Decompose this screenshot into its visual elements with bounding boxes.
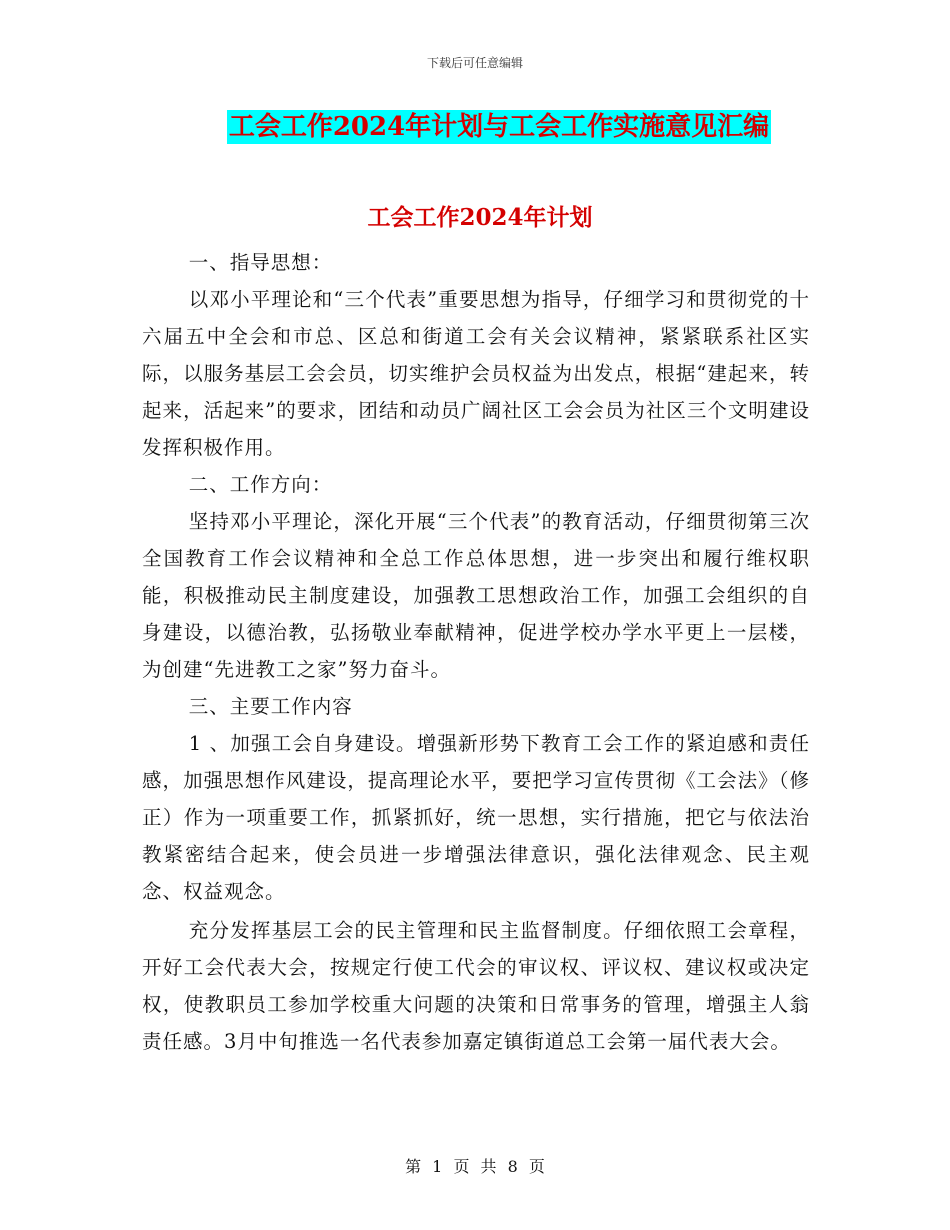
paragraph-democratic-management: 充分发挥基层工会的民主管理和民主监督制度。仔细依照工会章程，开好工会代表大会，按规定行使工代会的审议权、评议权、建议权或决定权，使教职员工参加学校重大问题的决策和日常事务的管理，增强主人翁责任感。3月中旬推选一名代表参加嘉定镇街道总工会第一届代表大会。 [142,919,810,1053]
main-title [0,110,950,144]
heading-main-content: 三、主要工作内容 [188,695,353,718]
header-note: 下载后可任意编辑 [426,56,523,70]
heading-guiding-thought: 一、指导思想： [188,251,333,274]
paragraph-work-direction: 坚持邓小平理论，深化开展“三个代表”的教育活动，仔细贯彻第三次全国教育工作会议精神和全总工作总体思想，进一步突出和履行维权职能，积极推动民主制度建设，加强教工思想政治工作，加强工会组织的自身建设，以德治教，弘扬敬业奉献精神，促进学校办学水平更上一层楼，为创建“先进教工之家”努力奋斗。 [142,510,810,681]
heading-work-direction: 二、工作方向： [188,473,333,496]
document-body [142,244,810,1060]
section-title: 工会工作2024年计划 [367,204,593,231]
paragraph-self-construction: 1 、加强工会自身建设。增强新形势下教育工会工作的紧迫感和责任感，加强思想作风建设，提高理论水平，要把学习宣传贯彻《工会法》（修正）作为一项重要工作，抓紧抓好，统一思想，实行措施，把它与依法治教紧密结合起来，使会员进一步增强法律意识，强化法律观念、民主观念、权益观念。 [142,732,810,903]
main-title-text: 工会工作2024年计划与工会工作实施意见汇编 [228,112,770,142]
page-number: 第 1 页 共 8 页 [405,1157,545,1176]
paragraph-guiding-thought: 以邓小平理论和“三个代表”重要思想为指导，仔细学习和贯彻党的十六届五中全会和市总、区总和街道工会有关会议精神，紧紧联系社区实际，以服务基层工会会员，切实维护会员权益为出发点，根据“建起来，转起来，活起来”的要求，团结和动员广阔社区工会会员为社区三个文明建设发挥积极作用。 [142,288,810,459]
